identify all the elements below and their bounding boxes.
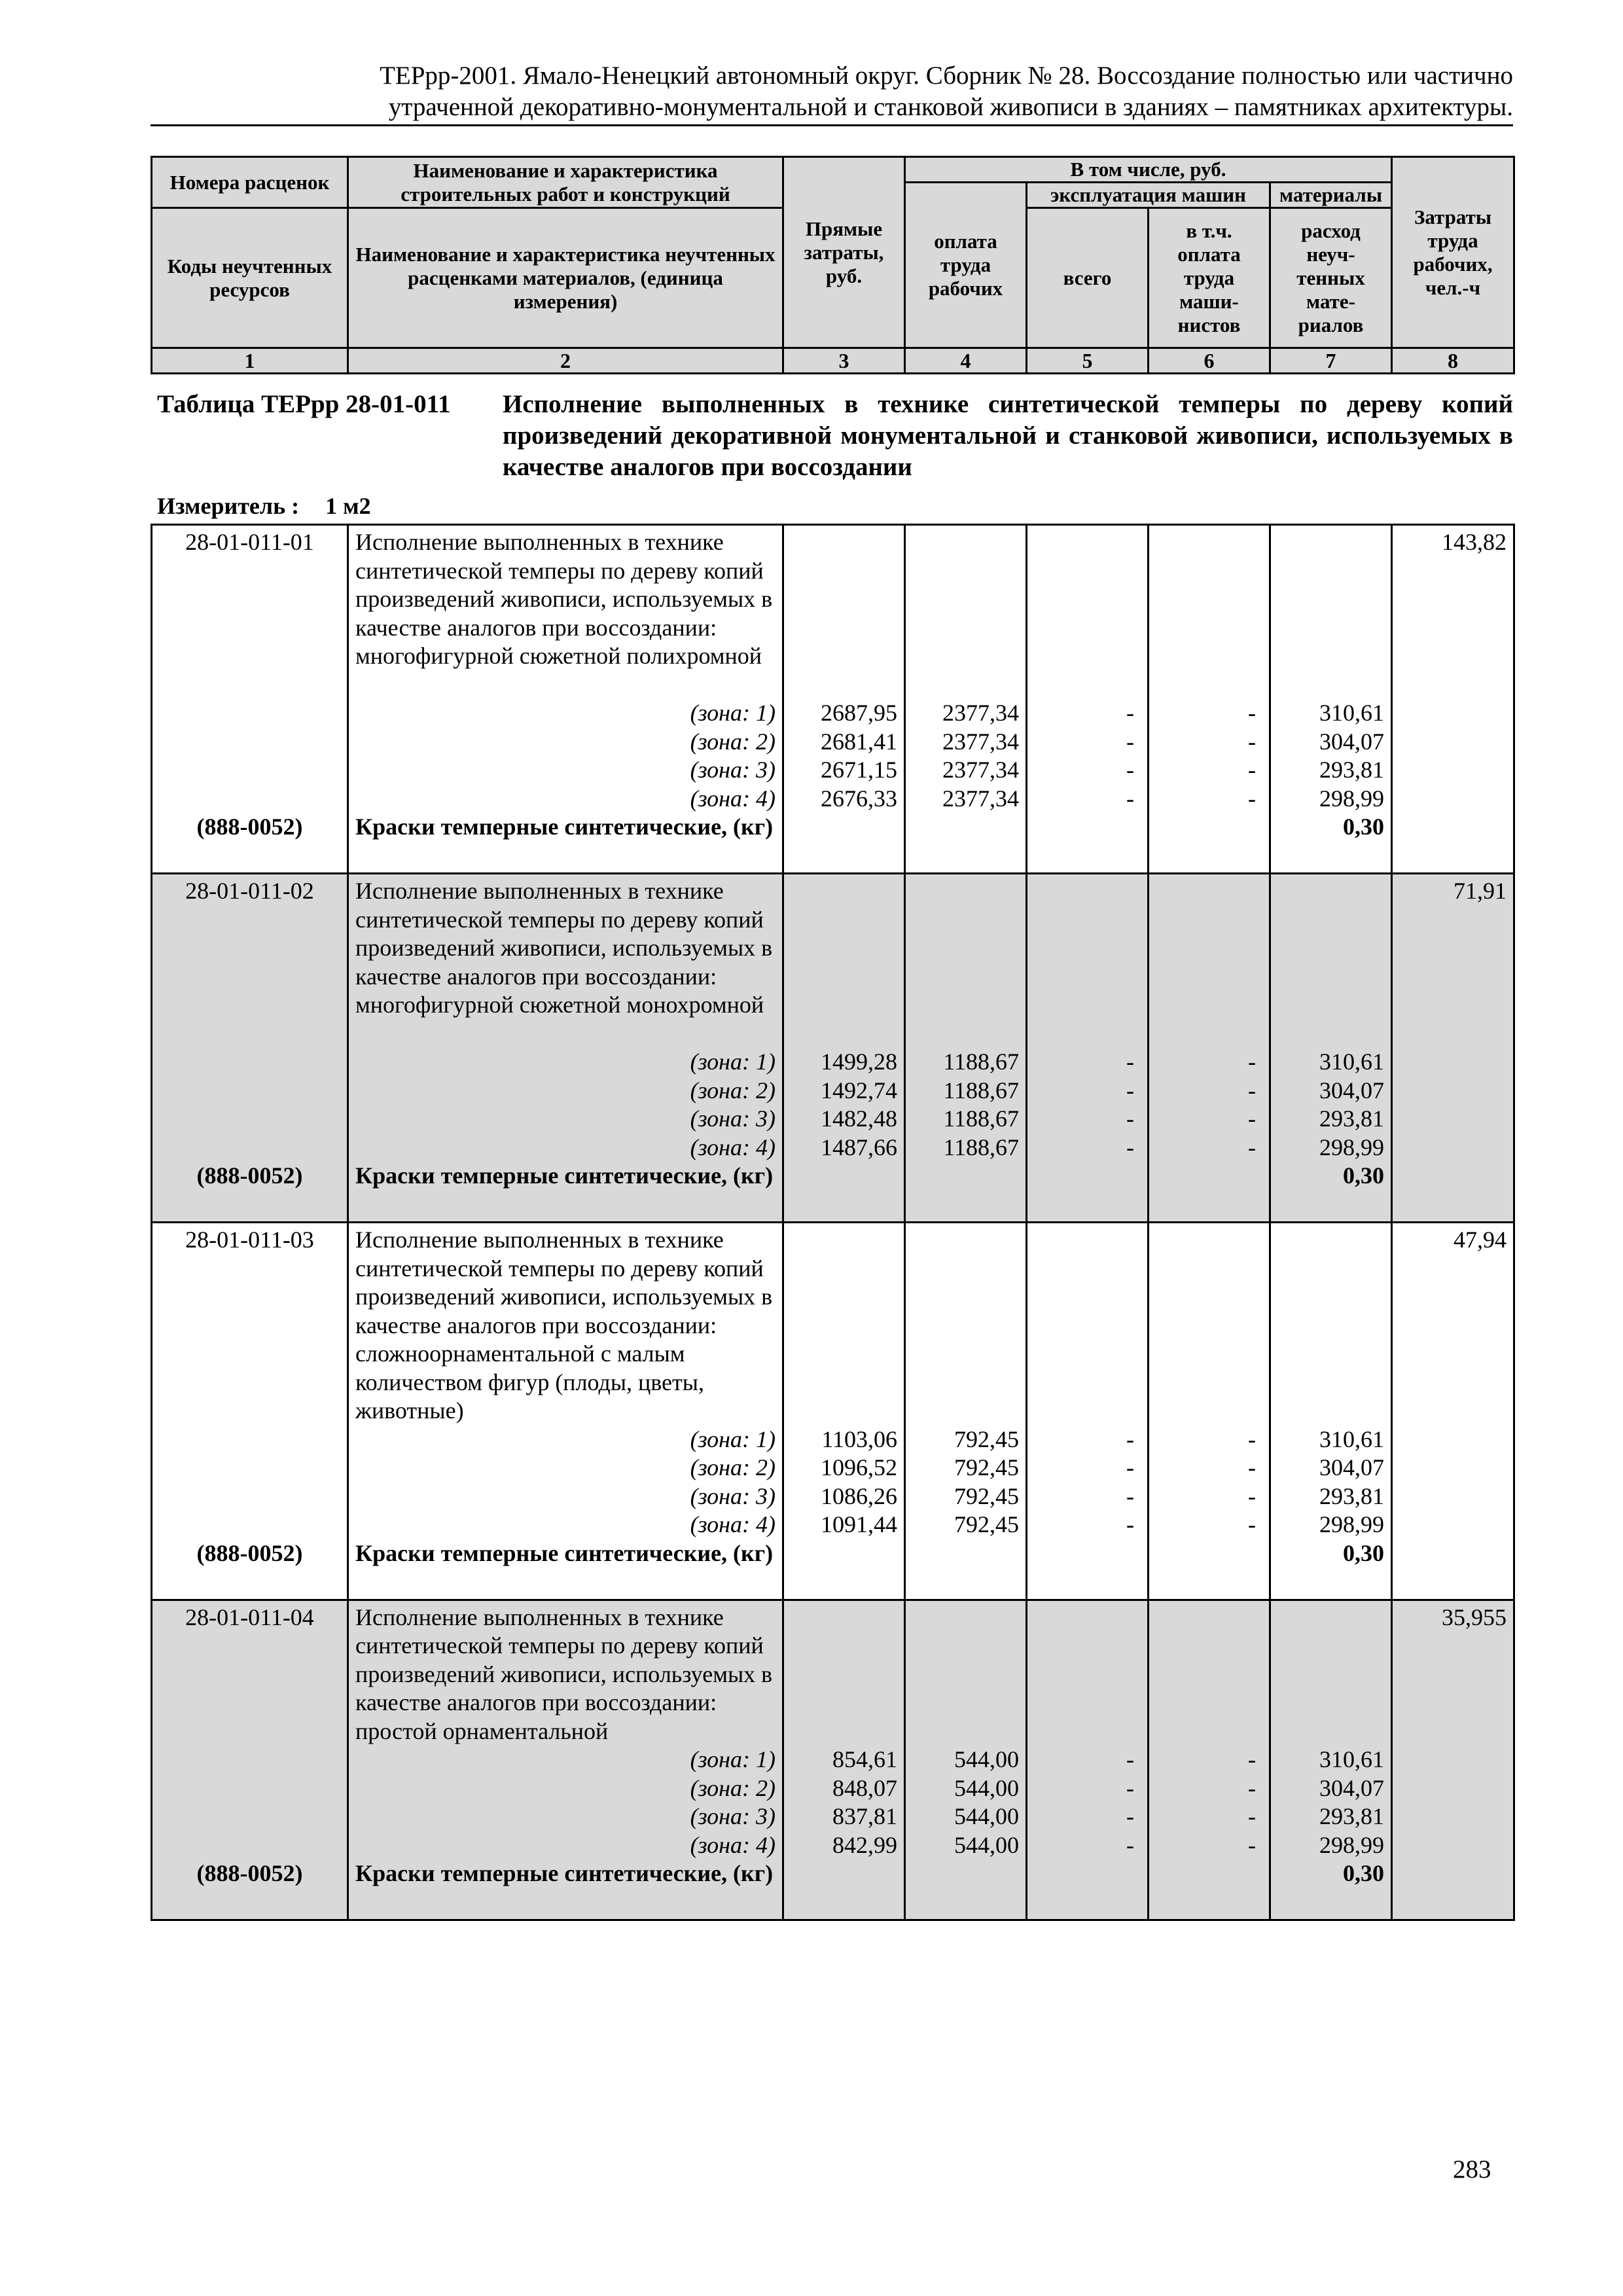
machines-total: - [1126, 1774, 1134, 1801]
machinist-wages: - [1248, 1511, 1256, 1537]
work-description: Исполнение выполненных в технике синтетической темперы по дереву копий произведений живописи, используемых в качестве аналогов при воссоздании: многофигурной сюжетной монохромной [355, 878, 773, 1018]
material-name: Краски темперные синтетические, (кг) [355, 1162, 774, 1189]
machinist-wages: - [1248, 1454, 1256, 1480]
materials-value: 298,99 [1319, 1511, 1384, 1537]
machinist-wages: - [1248, 700, 1256, 726]
machinist-wages: - [1248, 1134, 1256, 1160]
materials-value: 304,07 [1319, 1454, 1384, 1480]
header-including: В том числе, руб. [905, 157, 1392, 183]
zone-label: (зона: 4) [690, 1511, 776, 1537]
machinist-wages: - [1248, 1746, 1256, 1772]
direct-cost: 1096,52 [821, 1454, 897, 1480]
machines-total: - [1126, 1482, 1134, 1509]
rate-code-cell [152, 1223, 348, 1600]
direct-cost: 1492,74 [821, 1077, 897, 1103]
page-header-line-1: ТЕРрр-2001. Ямало-Ненецкий автономный округ. Сборник № 28. Воссоздание полностью или частично [380, 62, 1513, 90]
materials-value: 304,07 [1319, 1774, 1384, 1801]
materials-cell [1270, 525, 1392, 874]
direct-cost: 2681,41 [821, 728, 897, 755]
worker-wages: 792,45 [954, 1482, 1019, 1509]
direct-cost: 848,07 [832, 1774, 897, 1801]
worker-wages: 1188,67 [943, 1049, 1019, 1075]
header-machines-total: всего [1027, 208, 1149, 348]
header-number-3: 3 [783, 348, 905, 374]
machinist-wages: - [1248, 1049, 1256, 1075]
header-machines: эксплуатация машин [1027, 183, 1270, 208]
table-row [152, 1223, 1514, 1600]
zone-label: (зона: 2) [690, 1774, 776, 1801]
materials-value: 310,61 [1319, 1049, 1384, 1075]
zone-label: (зона: 1) [690, 700, 776, 726]
labor-hours: 143,82 [1442, 529, 1507, 555]
direct-cost-cell [783, 874, 905, 1223]
rate-code: 28-01-011-01 [185, 529, 314, 555]
table-caption-label: Таблица ТЕРрр 28-01-011 [157, 390, 451, 418]
header-materials: материалы [1270, 183, 1392, 208]
materials-value: 310,61 [1319, 700, 1384, 726]
page-header-line-2: утраченной декоративно-монументальной и станковой живописи в зданиях – памятниках архитектуры. [388, 93, 1513, 121]
direct-cost: 2676,33 [821, 785, 897, 812]
worker-wages-cell [905, 874, 1027, 1223]
header-number-7: 7 [1270, 348, 1392, 374]
labor-hours: 47,94 [1454, 1227, 1507, 1253]
machines-total: - [1126, 1511, 1134, 1537]
worker-wages: 544,00 [954, 1831, 1019, 1858]
zone-label: (зона: 1) [690, 1049, 776, 1075]
worker-wages-cell [905, 1600, 1027, 1920]
zone-label: (зона: 3) [690, 1482, 776, 1509]
materials-cell [1270, 1600, 1392, 1920]
materials-value: 293,81 [1319, 1482, 1384, 1509]
materials-value: 298,99 [1319, 1831, 1384, 1858]
direct-cost: 1091,44 [821, 1511, 897, 1537]
zone-label: (зона: 4) [690, 785, 776, 812]
materials-value: 310,61 [1319, 1746, 1384, 1772]
description-cell [348, 1223, 783, 1600]
header-material-name: Наименование и характеристика неучтенных расценками материалов, (единица измерения) [348, 208, 783, 348]
header-number-6: 6 [1149, 348, 1270, 374]
labor-hours: 35,955 [1442, 1604, 1507, 1630]
header-number-2: 2 [348, 348, 783, 374]
rate-code: 28-01-011-03 [185, 1227, 314, 1253]
resource-code: (888-0052) [196, 1860, 303, 1886]
worker-wages: 792,45 [954, 1511, 1019, 1537]
machines-total: - [1126, 1454, 1134, 1480]
work-description: Исполнение выполненных в технике синтетической темперы по дереву копий произведений живописи, используемых в качестве аналогов при воссоздании: сложноорнаментальной с малым количеством фигур (плоды, цветы, животные) [355, 1227, 773, 1424]
labor-hours-cell [1392, 874, 1514, 1223]
direct-cost: 842,99 [832, 1831, 897, 1858]
column-header-table [151, 156, 1515, 374]
materials-cell [1270, 874, 1392, 1223]
zone-label: (зона: 3) [690, 1803, 776, 1829]
machines-total: - [1126, 1426, 1134, 1452]
worker-wages: 544,00 [954, 1774, 1019, 1801]
machines-total-cell [1027, 525, 1149, 874]
materials-value: 298,99 [1319, 1134, 1384, 1160]
materials-value: 293,81 [1319, 1105, 1384, 1132]
rate-code-cell [152, 874, 348, 1223]
rate-code-cell [152, 525, 348, 874]
materials-value: 298,99 [1319, 785, 1384, 812]
labor-hours: 71,91 [1454, 878, 1507, 904]
machinist-wages-cell [1149, 525, 1270, 874]
worker-wages: 2377,34 [942, 785, 1019, 812]
machines-total: - [1126, 757, 1134, 783]
machines-total-cell [1027, 1600, 1149, 1920]
header-machinist-wages: в т.ч. оплата труда маши-нистов [1149, 208, 1270, 348]
machines-total: - [1126, 1746, 1134, 1772]
machines-total: - [1126, 728, 1134, 755]
labor-hours-cell [1392, 1600, 1514, 1920]
direct-cost-cell [783, 525, 905, 874]
zone-label: (зона: 3) [690, 757, 776, 783]
machines-total: - [1126, 1134, 1134, 1160]
machines-total: - [1126, 1831, 1134, 1858]
machines-total: - [1126, 1803, 1134, 1829]
zone-label: (зона: 4) [690, 1134, 776, 1160]
machinist-wages: - [1248, 785, 1256, 812]
unit-of-measure [157, 492, 371, 520]
table-row [152, 525, 1514, 874]
worker-wages: 1188,67 [943, 1077, 1019, 1103]
direct-cost: 1487,66 [821, 1134, 897, 1160]
machinist-wages-cell [1149, 1223, 1270, 1600]
worker-wages: 792,45 [954, 1454, 1019, 1480]
direct-cost: 1103,06 [821, 1426, 897, 1452]
machinist-wages: - [1248, 1831, 1256, 1858]
labor-hours-cell [1392, 1223, 1514, 1600]
resource-code: (888-0052) [196, 1162, 303, 1189]
resource-code: (888-0052) [196, 1539, 303, 1566]
worker-wages: 2377,34 [942, 757, 1019, 783]
header-number-5: 5 [1027, 348, 1149, 374]
worker-wages-cell [905, 1223, 1027, 1600]
machines-total-cell [1027, 874, 1149, 1223]
rates-table [151, 524, 1515, 1921]
machinist-wages: - [1248, 728, 1256, 755]
direct-cost-cell [783, 1223, 905, 1600]
direct-cost: 1482,48 [821, 1105, 897, 1132]
machinist-wages: - [1248, 1803, 1256, 1829]
machinist-wages-cell [1149, 1600, 1270, 1920]
machines-total: - [1126, 785, 1134, 812]
direct-cost: 1499,28 [821, 1049, 897, 1075]
machinist-wages-cell [1149, 874, 1270, 1223]
table-caption-text: Исполнение выполненных в технике синтетической темперы по дереву копий произведений декоративной монументальной и станковой живописи, используемых в качестве аналогов при воссоздании [503, 390, 1513, 481]
resource-code: (888-0052) [196, 814, 303, 840]
machines-total: - [1126, 700, 1134, 726]
header-rate-numbers: Номера расценок [152, 157, 348, 208]
table-row [152, 1600, 1514, 1920]
description-cell [348, 874, 783, 1223]
machinist-wages: - [1248, 1077, 1256, 1103]
direct-cost: 2671,15 [821, 757, 897, 783]
materials-cell [1270, 1223, 1392, 1600]
material-quantity: 0,30 [1343, 1860, 1384, 1886]
material-name: Краски темперные синтетические, (кг) [355, 1539, 774, 1566]
machinist-wages: - [1248, 1482, 1256, 1509]
zone-label: (зона: 4) [690, 1831, 776, 1858]
zone-label: (зона: 2) [690, 728, 776, 755]
header-material-consumption: расход неуч-тенных мате-риалов [1270, 208, 1392, 348]
materials-value: 310,61 [1319, 1426, 1384, 1452]
page-number: 283 [1453, 2155, 1491, 2183]
worker-wages: 792,45 [954, 1426, 1019, 1452]
machines-total-cell [1027, 1223, 1149, 1600]
material-quantity: 0,30 [1343, 1539, 1384, 1566]
direct-cost-cell [783, 1600, 905, 1920]
direct-cost: 837,81 [832, 1803, 897, 1829]
machines-total: - [1126, 1077, 1134, 1103]
header-worker-wages: оплата труда рабочих [905, 183, 1027, 348]
header-number-4: 4 [905, 348, 1027, 374]
description-cell [348, 1600, 783, 1920]
worker-wages: 2377,34 [942, 728, 1019, 755]
unit-of-measure-label: Измеритель : [157, 493, 300, 519]
worker-wages: 1188,67 [943, 1134, 1019, 1160]
header-number-8: 8 [1392, 348, 1514, 374]
zone-label: (зона: 1) [690, 1426, 776, 1452]
header-number-1: 1 [152, 348, 348, 374]
direct-cost: 1086,26 [821, 1482, 897, 1509]
worker-wages: 2377,34 [942, 700, 1019, 726]
worker-wages-cell [905, 525, 1027, 874]
materials-value: 304,07 [1319, 728, 1384, 755]
machinist-wages: - [1248, 1774, 1256, 1801]
material-quantity: 0,30 [1343, 1162, 1384, 1189]
materials-value: 293,81 [1319, 757, 1384, 783]
machinist-wages: - [1248, 1426, 1256, 1452]
worker-wages: 1188,67 [943, 1105, 1019, 1132]
machines-total: - [1126, 1049, 1134, 1075]
header-labor-hours: Затраты труда рабочих, чел.-ч [1392, 157, 1514, 348]
direct-cost: 2687,95 [821, 700, 897, 726]
worker-wages: 544,00 [954, 1746, 1019, 1772]
machinist-wages: - [1248, 757, 1256, 783]
header-resource-codes: Коды неучтенных ресурсов [152, 208, 348, 348]
table-row [152, 874, 1514, 1223]
labor-hours-cell [1392, 525, 1514, 874]
work-description: Исполнение выполненных в технике синтетической темперы по дереву копий произведений живописи, используемых в качестве аналогов при воссоздании: многофигурной сюжетной полихромной [355, 529, 773, 669]
material-quantity: 0,30 [1343, 814, 1384, 840]
header-work-name: Наименование и характеристика строительных работ и конструкций [348, 157, 783, 208]
rate-code-cell [152, 1600, 348, 1920]
rate-code: 28-01-011-04 [185, 1604, 314, 1630]
work-description: Исполнение выполненных в технике синтетической темперы по дереву копий произведений живописи, используемых в качестве аналогов при воссоздании: простой орнаментальной [355, 1604, 773, 1744]
zone-label: (зона: 3) [690, 1105, 776, 1132]
material-name: Краски темперные синтетические, (кг) [355, 814, 774, 840]
description-cell [348, 525, 783, 874]
materials-value: 293,81 [1319, 1803, 1384, 1829]
worker-wages: 544,00 [954, 1803, 1019, 1829]
zone-label: (зона: 2) [690, 1077, 776, 1103]
machines-total: - [1126, 1105, 1134, 1132]
table-caption [157, 389, 1513, 483]
zone-label: (зона: 1) [690, 1746, 776, 1772]
header-direct-costs: Прямые затраты, руб. [783, 157, 905, 348]
unit-of-measure-value: 1 м2 [325, 493, 371, 519]
zone-label: (зона: 2) [690, 1454, 776, 1480]
material-name: Краски темперные синтетические, (кг) [355, 1860, 774, 1886]
rate-code: 28-01-011-02 [185, 878, 314, 904]
machinist-wages: - [1248, 1105, 1256, 1132]
page-header [151, 60, 1513, 126]
direct-cost: 854,61 [832, 1746, 897, 1772]
materials-value: 304,07 [1319, 1077, 1384, 1103]
